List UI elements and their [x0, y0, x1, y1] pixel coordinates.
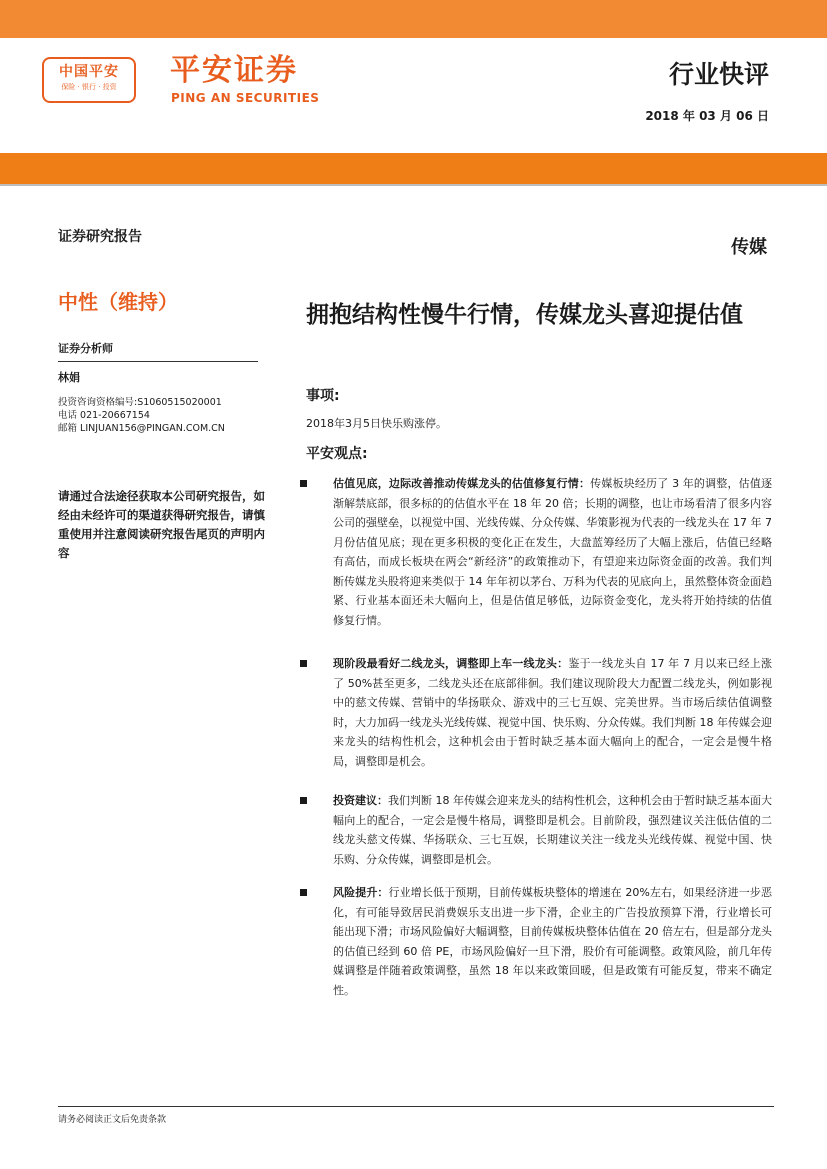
analyst-phone: 电话 021-20667154	[58, 410, 150, 421]
footer-disclaimer: 请务必阅读正文后免责条款	[58, 1115, 167, 1125]
company-logo	[42, 57, 136, 103]
bullet-square-icon	[300, 889, 307, 896]
bullet-lead: 现阶段最看好二线龙头，调整即上车一线龙头：	[333, 657, 569, 670]
report-headline: 拥抱结构性慢牛行情，传媒龙头喜迎提估值	[306, 302, 743, 328]
bullet-text	[333, 791, 772, 869]
logo-text: 中国平安	[59, 64, 119, 80]
report-label: 证券研究报告	[58, 229, 142, 245]
footer-divider	[58, 1106, 774, 1107]
header-orange-band	[0, 153, 827, 184]
brand-name-en: PING AN SECURITIES	[171, 91, 320, 105]
logo-tagline: 保险 · 银行 · 投资	[61, 83, 117, 91]
bullet-lead: 估值见底，边际改善推动传媒龙头的估值修复行情：	[333, 477, 591, 490]
analyst-email: 邮箱 LINJUAN156@PINGAN.COM.CN	[58, 423, 225, 434]
brand-name-cn: 平安证券	[170, 53, 298, 88]
rating-label: 中性（维持）	[58, 290, 178, 314]
bullet-lead: 投资建议：	[333, 794, 388, 807]
bullet-risk	[306, 883, 772, 1000]
sidebar-disclaimer: 请通过合法途径获取本公司研究报告，如经由未经许可的渠道获得研究报告，请慎重使用并注意阅读研究报告尾页的声明内容	[58, 489, 265, 560]
report-type: 行业快评	[668, 60, 769, 89]
bullet-investment-advice	[306, 791, 772, 869]
bullet-lead: 风险提升：	[333, 886, 389, 899]
bullet-square-icon	[300, 797, 307, 804]
event-section-title: 事项:	[306, 388, 340, 404]
report-date: 2018 年 03 月 06 日	[645, 109, 769, 123]
bullet-body: 行业增长低于预期，目前传媒板块整体的增速在 20%左右，如果经济进一步恶化，有可能导致居民消费娱乐支出进一步下滑，企业主的广告投放预算下滑，行业增长可能出现下滑；市场风险偏好大幅调整，目前传媒板块整体估值在 20 倍左右，但是部分龙头的估值已经到 60 倍 PE，市场风险偏好一旦下滑，股价有可能调整。政策风险，前几年传媒调整是伴随着政策调整，虽然 18 年以来政策回暖，但是政策有可能反复，带来不确定性。	[333, 886, 773, 997]
analyst-name: 林娟	[58, 371, 80, 384]
bullet-valuation	[306, 474, 772, 630]
bullet-body: 鉴于一线龙头自 17 年 7 月以来已经上涨了 50%甚至更多，二线龙头还在底部徘徊。我们建议现阶段大力配置二线龙头，例如影视中的慈文传媒、营销中的华扬联众、游戏中的三七互娱、完美世界。当市场后续估值调整时，大力加码一线龙头光线传媒、视觉中国、快乐购、分众传媒。我们判断 18 年传媒会迎来龙头的结构性机会，这种机会由于暂时缺乏基本面大幅向上的配合，一定会是慢牛格局，调整即是机会。	[333, 657, 773, 768]
header-top-stripe	[0, 0, 827, 38]
bullet-square-icon	[300, 660, 307, 667]
bullet-second-tier	[306, 654, 772, 771]
bullet-text	[333, 883, 772, 1000]
bullet-body: 传媒板块经历了 3 年的调整，估值逐渐解禁底部，很多标的的估值水平在 18 年 20 倍；长期的调整，也让市场看清了很多内容公司的强壁垒，以视觉中国、光线传媒、分众传媒、华策影视为代表的一线龙头在 17 年 7 月份估值见底；现在更多积极的变化正在发生，大盘蓝筹经历了大幅上涨后，估值已经略有高估，而成长板块在两会“新经济”的政策推动下，有望迎来边际资金面的改善。我们判断传媒龙头股将迎来类似于 14 年年初以茅台、万科为代表的见底向上，虽然整体资金面趋紧、行业基本面还未大幅向上，但是估值足够低，边际资金变化，龙头将开始持续的估值修复行情。	[333, 477, 773, 627]
bullet-text	[333, 654, 772, 771]
bullet-text	[333, 474, 772, 630]
view-section-title: 平安观点:	[306, 446, 368, 462]
sector-label: 传媒	[731, 237, 767, 258]
header-divider	[0, 184, 827, 186]
analyst-section-title: 证券分析师	[58, 342, 258, 362]
analyst-contact	[58, 396, 225, 435]
analyst-license: 投资咨询资格编号:S1060515020001	[58, 397, 222, 408]
bullet-body: 我们判断 18 年传媒会迎来龙头的结构性机会，这种机会由于暂时缺乏基本面大幅向上的配合，一定会是慢牛格局，调整即是机会。目前阶段，强烈建议关注低估值的二线龙头慈文传媒、华扬联众、三七互娱，长期建议关注一线龙头光线传媒、视觉中国、快乐购、分众传媒，调整即是机会。	[333, 794, 772, 866]
bullet-square-icon	[300, 480, 307, 487]
event-text: 2018年3月5日快乐购涨停。	[306, 417, 447, 430]
